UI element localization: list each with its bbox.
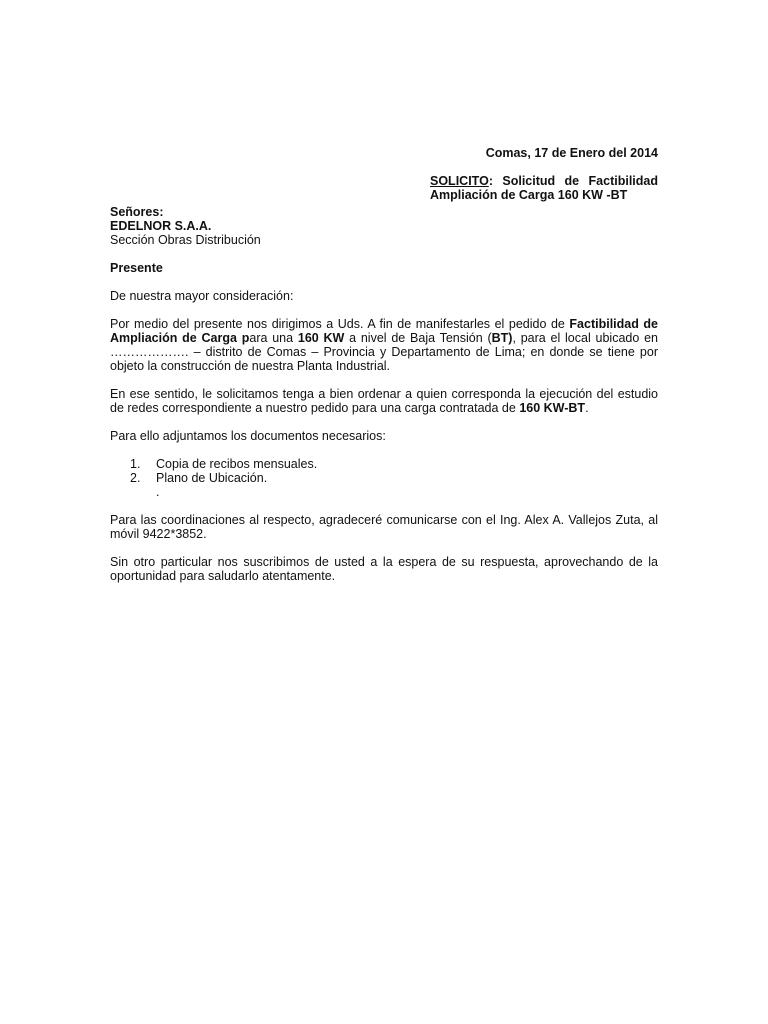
list-item-number: 1. — [130, 457, 141, 471]
paragraph-contact: Para las coordinaciones al respecto, agradeceré comunicarse con el Ing. Alex A. Vallejos Zuta, al móvil 9422*3852. — [110, 513, 658, 541]
subject-keyword: SOLICITO — [430, 174, 489, 188]
list-item-text: Plano de Ubicación. — [156, 471, 268, 485]
presente-line: Presente — [110, 261, 163, 275]
p1-bold-d: 160 KW — [297, 331, 345, 345]
subject-line — [430, 174, 658, 202]
p1-bold-f: BT) — [491, 331, 513, 345]
addressee-block — [110, 205, 658, 247]
p1-text-a: Por medio del presente nos dirigimos a Uds. A fin de manifestarles el pedido de — [110, 317, 570, 331]
list-item — [110, 471, 658, 485]
company-name: EDELNOR S.A.A. — [110, 219, 212, 233]
subject-text: Solicitud de Factibilidad Ampliación de Carga 160 KW -BT — [430, 174, 658, 202]
list-item-text: Copia de recibos mensuales. — [156, 457, 318, 471]
p1-bold-b: Factibilidad de Ampliación de Carga p — [110, 317, 658, 345]
paragraph-closing: Sin otro particular nos suscribimos de usted a la espera de su respuesta, aprovechando de la oportunidad para saludarlo atentamente. — [110, 555, 658, 583]
p2-text-a: En ese sentido, le solicitamos tenga a bien ordenar a quien corresponda la ejecución del estudio de redes correspondiente a nuestro pedido para una carga contratada de — [110, 387, 658, 415]
p1-text-c: ara una — [249, 331, 298, 345]
p1-text-g: , para el local ubicado en ………………. – distrito de Comas – Provincia y Departamento de Lima; en donde se tiene por objeto la construcción de nuestra Planta Industrial. — [110, 331, 658, 373]
department-name: Sección Obras Distribución — [110, 233, 261, 247]
list-item — [110, 457, 658, 471]
p2-bold-b: 160 KW-BT — [519, 401, 586, 415]
subject-colon: : — [488, 174, 493, 188]
list-item — [110, 485, 658, 499]
paragraph-attachments-intro: Para ello adjuntamos los documentos necesarios: — [110, 429, 386, 443]
salutation: Señores: — [110, 205, 164, 219]
date-line: Comas, 17 de Enero del 2014 — [485, 146, 658, 160]
list-item-number — [130, 485, 156, 499]
list-item-number: 2. — [130, 471, 141, 485]
p2-text-c: . — [585, 401, 589, 415]
documents-list — [110, 457, 658, 499]
list-item-text: . — [156, 485, 160, 499]
letter-body — [110, 146, 658, 583]
paragraph-request — [110, 317, 658, 373]
p1-text-e: a nivel de Baja Tensión ( — [344, 331, 492, 345]
greeting-line: De nuestra mayor consideración: — [110, 289, 294, 303]
paragraph-study — [110, 387, 658, 415]
